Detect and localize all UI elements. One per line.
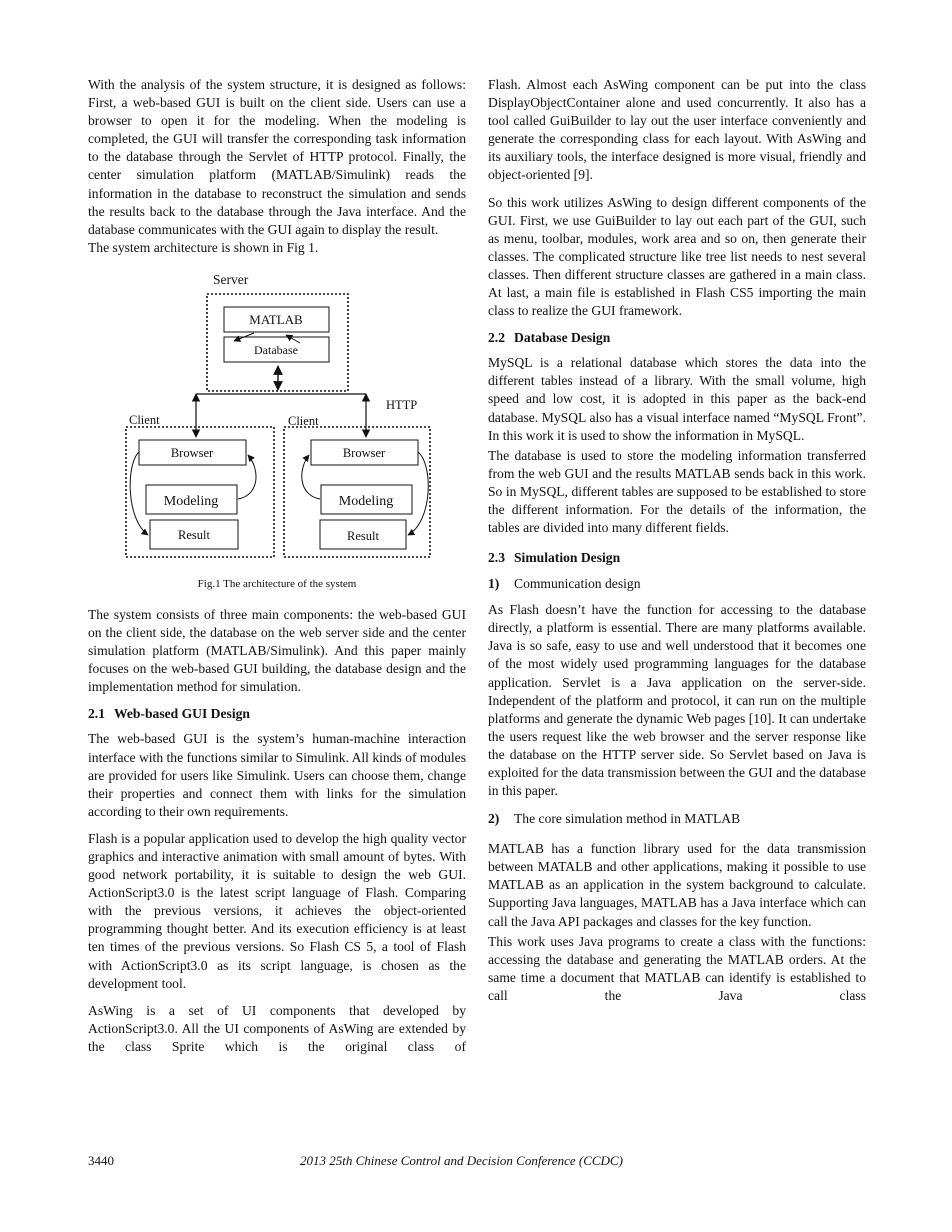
subsection-title: Communication design [514, 576, 641, 592]
section-title: Web-based GUI Design [114, 706, 250, 722]
components-paragraph: The system consists of three main components: the web-based GUI on the client side, the database on the web server side and the center simulation platform (MATLAB/Simulink). And this paper mainly focuses on the web-based GUI building, the database design and the implementation method for simulation. [88, 606, 466, 695]
subsection-1-heading [488, 575, 866, 593]
svg-text:Client: Client [129, 412, 160, 427]
section-number: 2.1 [88, 706, 105, 722]
svg-text:Client: Client [288, 413, 319, 428]
paragraph: Flash. Almost each AsWing component can be put into the class DisplayObjectContainer alone and used concurrently. It also has a tool called GuiBuilder to lay out the user interface conveniently and generate the corresponding class for each layout. With AsWing and its auxiliary tools, the interface designed is more visual, friendly and object-oriented [9]. [488, 77, 866, 183]
svg-text:Modeling: Modeling [163, 493, 219, 509]
section-number: 2.2 [488, 330, 505, 346]
svg-text:HTTP: HTTP [386, 397, 418, 412]
svg-text:MATLAB: MATLAB [249, 311, 303, 327]
paragraph: MATLAB has a function library used for the data transmission between MATALB and other applications, making it possible to use MATLAB as an application in the system background to calculate. Supporting Java languages, MATLAB has a Java interface which can call the Java API packages and classes for the key function. [488, 841, 866, 929]
section-number: 2.3 [488, 550, 505, 566]
section-2-2-heading [488, 329, 866, 347]
subsection-number: 2) [488, 811, 500, 827]
right-column [488, 76, 866, 1005]
left-column [88, 76, 466, 1056]
section-title: Database Design [514, 330, 611, 346]
paragraph: The web-based GUI is the system’s human-machine interaction interface with the functions similar to Simulink. All kinds of modules are provided for users like Simulink. Users can choose them, change their properties and connect them with links for the simulation according to their own requirements. [88, 731, 466, 819]
conference-name: 2013 25th Chinese Control and Decision Conference (CCDC) [300, 1153, 623, 1168]
paragraph: This work uses Java programs to create a class with the functions: accessing the database and generating the MATLAB orders. At the same time a document that MATLAB can identify is established to call the Java class [488, 933, 866, 1003]
figure-architecture [88, 259, 466, 589]
svg-text:Result: Result [178, 527, 210, 542]
paragraph: Flash is a popular application used to develop the high quality vector graphics and interactive animation with small amount of bytes. With good network portability, it is suitable to design the web GUI. ActionScript3.0 is the latest script language of Flash. Comparing with the previous versions, it achieves the object-oriented programming thought better. And its execution efficiency is at least ten times of the previous versions. So Flash CS 5, a tool of Flash with ActionScript3.0 as its script language, is chosen as the development tool. [88, 830, 466, 991]
figure-caption: Fig.1 The architecture of the system [197, 577, 357, 590]
svg-text:Browser: Browser [170, 445, 214, 460]
paragraph: MySQL is a relational database which stores the data into the different tables instead of a library. With the small volume, high speed and low cost, it is adopted in this paper as the back-end database. MySQL also has a visual interface named “MySQL Front”. In this work it is used to show the information in MySQL. [488, 355, 866, 443]
svg-text:Database: Database [254, 342, 298, 357]
paragraph: AsWing is a set of UI components that developed by ActionScript3.0. All the UI components of AsWing are extended by the class Sprite which is the original class of [88, 1002, 466, 1054]
svg-text:Server: Server [213, 271, 249, 287]
intro-paragraph: With the analysis of the system structure, it is designed as follows: First, a web-based GUI is built on the client side. Users can use a browser to open it for the modeling. When the modeling is completed, the GUI will transfer the corresponding task information to the database through the Servlet of HTTP protocol. Finally, the center simulation platform (MATLAB/Simulink) reads the information in the database to reconstruct the simulation and sends the results back to the database through the Java interface. And the database communicates with the GUI again to display the result. [88, 77, 466, 237]
paragraph: The database is used to store the modeling information transferred from the web GUI and the results MATLAB sends back in this work. So in MySQL, different tables are supposed to be established to store the different information. For the details of the information, the tables are divided into many different fields. [488, 447, 866, 536]
svg-text:Browser: Browser [342, 445, 386, 460]
subsection-title: The core simulation method in MATLAB [514, 811, 741, 827]
architecture-diagram [88, 259, 466, 579]
section-2-1-heading [88, 705, 466, 723]
svg-text:Modeling: Modeling [338, 493, 394, 509]
paragraph: So this work utilizes AsWing to design different components of the GUI. First, we use GuiBuilder to lay out each part of the GUI, such as menu, toolbar, modules, work area and so on, then generate their classes. The complicated structure like tree list needs to nest several classes. Then different structure classes are gathered in a main class. At last, a main file is established in Flash CS5 importing the main class to realize the GUI framework. [488, 194, 866, 319]
subsection-2-heading [488, 810, 866, 828]
section-2-3-heading [488, 549, 866, 567]
fig-reference: The system architecture is shown in Fig 1. [88, 239, 319, 255]
section-title: Simulation Design [514, 550, 621, 566]
page-number: 3440 [88, 1153, 114, 1168]
svg-text:Result: Result [347, 528, 379, 543]
subsection-number: 1) [488, 576, 500, 592]
paragraph: As Flash doesn’t have the function for accessing to the database directly, a platform is essential. There are many platforms available. Java is so safe, easy to use and well understood that it becomes one of the most widely used programming languages for the database application. Servlet is a Java application on the server-side. Independent of the platform and protocol, it can run on the multiple platforms and generate the dynamic Web pages [10]. It can undertake the users request like the web browser and the server response like the database on the HTTP server side. So Servlet based on Java is exploited for the data transmission between the GUI and the database in this paper. [488, 602, 866, 799]
